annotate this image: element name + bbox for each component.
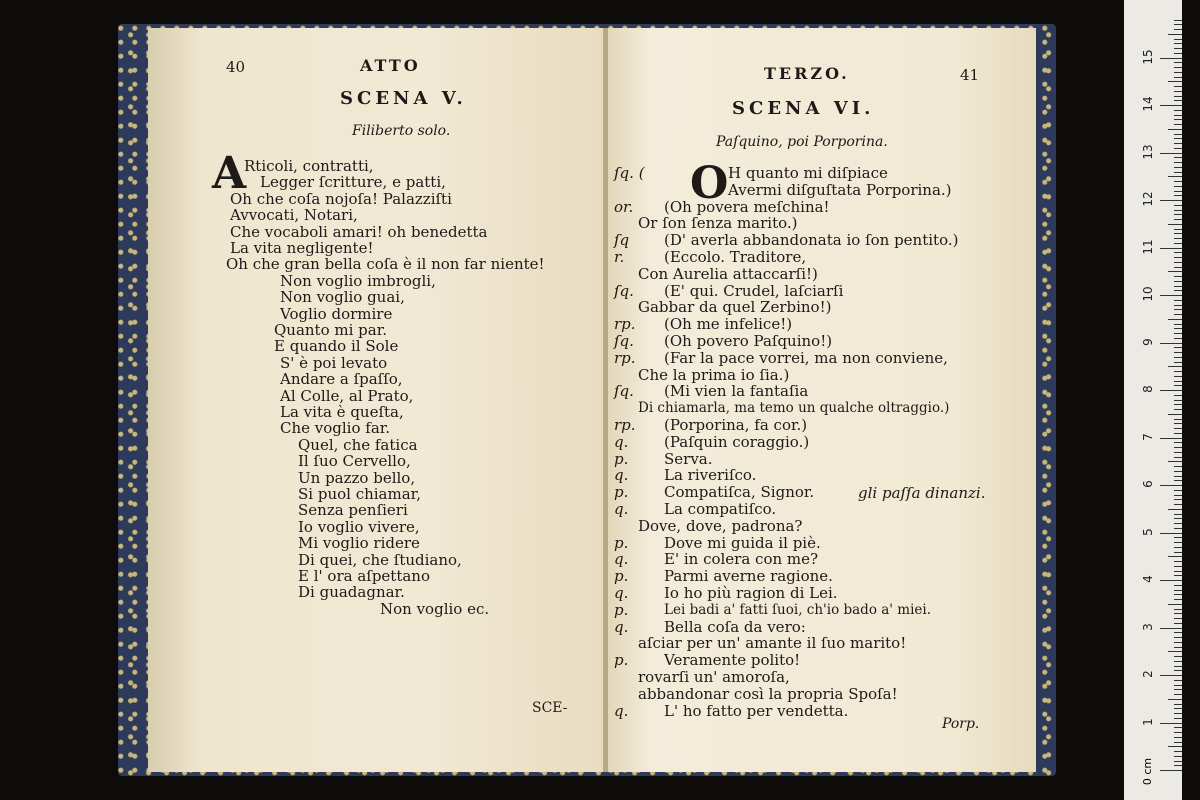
dialogue-text: Che la prima io ſia.) bbox=[638, 365, 790, 384]
verse-line: Oh che coſa nojoſa! Palazziſti bbox=[230, 189, 452, 208]
ruler-tick bbox=[1174, 613, 1182, 614]
ruler-tick bbox=[1174, 91, 1182, 92]
ruler-tick bbox=[1168, 651, 1182, 652]
ruler-tick bbox=[1174, 409, 1182, 410]
ruler-tick bbox=[1174, 381, 1182, 382]
ruler-tick bbox=[1174, 257, 1182, 258]
dialogue-text: Avermi diſguſtata Porporina.) bbox=[728, 180, 952, 199]
ruler-tick bbox=[1174, 347, 1182, 348]
ruler-tick bbox=[1174, 661, 1182, 662]
dialogue-text: Veramente polito! bbox=[664, 651, 801, 670]
ruler-tick bbox=[1174, 338, 1182, 339]
ruler-tick bbox=[1174, 670, 1182, 671]
ruler-tick bbox=[1174, 24, 1182, 25]
ruler-tick bbox=[1174, 53, 1182, 54]
dialogue-text: aſciar per un' amante il ſuo marito! bbox=[638, 634, 907, 653]
ruler-tick bbox=[1174, 594, 1182, 595]
ruler-tick bbox=[1174, 305, 1182, 306]
dialogue-text: La compatiſco. bbox=[664, 500, 777, 518]
dialogue-text: Bella coſa da vero: bbox=[664, 617, 806, 636]
ruler-tick bbox=[1174, 552, 1182, 553]
ruler-tick bbox=[1160, 295, 1182, 296]
ruler-tick bbox=[1174, 514, 1182, 515]
ruler-tick bbox=[1160, 723, 1182, 724]
ruler-tick bbox=[1174, 134, 1182, 135]
ruler-tick bbox=[1174, 86, 1182, 87]
ruler-tick bbox=[1174, 685, 1182, 686]
ruler-tick bbox=[1160, 485, 1182, 486]
ruler-tick bbox=[1174, 243, 1182, 244]
verse-line: Avvocati, Notari, bbox=[230, 206, 358, 225]
ruler-tick bbox=[1174, 457, 1182, 458]
ruler-tick bbox=[1174, 433, 1182, 434]
ruler-tick bbox=[1174, 666, 1182, 667]
ruler-tick bbox=[1174, 637, 1182, 638]
ruler-tick bbox=[1174, 423, 1182, 424]
verse-line: Quel, che fatica bbox=[298, 435, 418, 454]
speaker-abbrev: p. bbox=[614, 483, 629, 502]
ruler-tick bbox=[1174, 419, 1182, 420]
speaker-abbrev: rp. bbox=[614, 315, 636, 334]
ruler-tick bbox=[1168, 224, 1182, 225]
ruler-tick bbox=[1168, 604, 1182, 605]
ruler-tick bbox=[1174, 172, 1182, 173]
ruler-tick bbox=[1174, 110, 1182, 111]
dialogue-text: (Porporina, fa cor.) bbox=[664, 416, 808, 434]
page-number: 41 bbox=[960, 66, 980, 84]
running-head: ATTO bbox=[360, 56, 421, 75]
ruler-tick bbox=[1174, 599, 1182, 600]
speaker-abbrev: q. bbox=[614, 550, 629, 569]
dialogue-text: (Paſquin coraggio.) bbox=[664, 432, 810, 451]
ruler-tick bbox=[1174, 314, 1182, 315]
ruler-tick bbox=[1174, 115, 1182, 116]
speaker-abbrev: q. bbox=[614, 432, 629, 451]
scene-title: SCENA V. bbox=[340, 88, 467, 109]
dialogue-text: Serva. bbox=[664, 449, 713, 468]
ruler-tick bbox=[1168, 176, 1182, 177]
verse-line: Non voglio ec. bbox=[380, 599, 490, 618]
ruler-tick bbox=[1174, 490, 1182, 491]
ruler-tick bbox=[1174, 575, 1182, 576]
ruler-tick bbox=[1160, 770, 1182, 771]
ruler-tick bbox=[1174, 43, 1182, 44]
ruler-tick bbox=[1160, 628, 1182, 629]
ruler-tick bbox=[1174, 181, 1182, 182]
measuring-ruler bbox=[1124, 0, 1182, 800]
ruler-tick bbox=[1174, 119, 1182, 120]
ruler-tick bbox=[1174, 737, 1182, 738]
ruler-tick bbox=[1174, 404, 1182, 405]
ruler-tick bbox=[1174, 210, 1182, 211]
ruler-tick bbox=[1174, 219, 1182, 220]
ruler-tick bbox=[1168, 509, 1182, 510]
speaker-abbrev: p. bbox=[614, 533, 629, 552]
ruler-tick bbox=[1168, 319, 1182, 320]
ruler-tick bbox=[1160, 390, 1182, 391]
ruler-tick bbox=[1174, 623, 1182, 624]
ruler-tick bbox=[1174, 267, 1182, 268]
ruler-tick bbox=[1174, 656, 1182, 657]
ruler-tick bbox=[1174, 566, 1182, 567]
ruler-tick bbox=[1174, 761, 1182, 762]
ruler-tick bbox=[1160, 580, 1182, 581]
ruler-tick bbox=[1168, 746, 1182, 747]
ruler-tick bbox=[1174, 376, 1182, 377]
characters-line: Filiberto solo. bbox=[352, 123, 451, 139]
ruler-number: 5 bbox=[1141, 527, 1155, 536]
verse-line: Che vocaboli amari! oh benedetta bbox=[230, 222, 488, 241]
speaker-abbrev: r. bbox=[614, 248, 625, 266]
ruler-tick bbox=[1160, 343, 1182, 344]
ruler-tick bbox=[1174, 333, 1182, 334]
ruler-tick bbox=[1174, 138, 1182, 139]
ruler-tick bbox=[1174, 447, 1182, 448]
dialogue-text: H quanto mi diſpiace bbox=[728, 164, 888, 182]
ruler-tick bbox=[1174, 718, 1182, 719]
ruler-tick bbox=[1174, 713, 1182, 714]
ruler-tick bbox=[1174, 214, 1182, 215]
ruler-number: 15 bbox=[1141, 48, 1155, 65]
dialogue-text: Io ho più ragion di Lei. bbox=[664, 584, 838, 602]
ruler-tick bbox=[1174, 480, 1182, 481]
verse-line: Voglio dormire bbox=[280, 304, 393, 323]
verse-line: Di quei, che ſtudiano, bbox=[298, 550, 462, 569]
ruler-tick bbox=[1174, 290, 1182, 291]
dialogue-text: Parmi averne ragione. bbox=[664, 567, 833, 586]
ruler-number: 6 bbox=[1141, 480, 1155, 488]
verse-line: Mi voglio ridere bbox=[298, 534, 420, 553]
ruler-tick bbox=[1174, 609, 1182, 610]
dialogue-text: Lei badi a' fatti ſuoi, ch'io bado a' miei. bbox=[664, 601, 932, 618]
ruler-tick bbox=[1160, 675, 1182, 676]
ruler-number: 4 bbox=[1141, 575, 1155, 583]
ruler-tick bbox=[1174, 238, 1182, 239]
ruler-tick bbox=[1174, 732, 1182, 733]
ruler-tick bbox=[1174, 229, 1182, 230]
speaker-abbrev: ſq. bbox=[614, 281, 634, 300]
dialogue-text: rovarſi un' amoroſa, bbox=[638, 668, 790, 686]
ruler-tick bbox=[1174, 286, 1182, 287]
ruler-tick bbox=[1174, 77, 1182, 78]
ruler-tick bbox=[1174, 476, 1182, 477]
ruler-tick bbox=[1174, 324, 1182, 325]
ruler-tick bbox=[1174, 395, 1182, 396]
ruler-tick bbox=[1174, 162, 1182, 163]
dialogue-text: Or ſon ſenza marito.) bbox=[638, 214, 798, 233]
dialogue-text: Gabbar da quel Zerbino!) bbox=[638, 298, 832, 317]
ruler-tick bbox=[1174, 542, 1182, 543]
dialogue-text: (Oh povero Paſquino!) bbox=[664, 332, 833, 350]
verse-line: La vita è queſta, bbox=[280, 403, 404, 421]
ruler-tick bbox=[1174, 100, 1182, 101]
speaker-abbrev: q. bbox=[614, 500, 629, 518]
ruler-number: 10 bbox=[1141, 286, 1155, 302]
dialogue-text: abbandonar così la propria Spoſa! bbox=[638, 684, 898, 703]
ruler-tick bbox=[1174, 195, 1182, 196]
ruler-tick bbox=[1174, 362, 1182, 363]
dialogue-text: Di chiamarla, ma temo un qualche oltraggio.) bbox=[638, 400, 950, 417]
ruler-tick bbox=[1174, 72, 1182, 73]
ruler-tick bbox=[1174, 756, 1182, 757]
ruler-tick bbox=[1174, 300, 1182, 301]
dialogue-text: (Oh povera meſchina! bbox=[664, 197, 830, 216]
ruler-tick bbox=[1174, 727, 1182, 728]
ruler-tick bbox=[1174, 590, 1182, 591]
speaker-abbrev: or. bbox=[614, 197, 634, 216]
ruler-number: 11 bbox=[1141, 238, 1155, 255]
dialogue-text: Con Aurelia attaccarſi!) bbox=[638, 264, 818, 283]
verse-line: Rticoli, contratti, bbox=[244, 157, 374, 175]
ruler-tick bbox=[1174, 537, 1182, 538]
ruler-tick bbox=[1174, 39, 1182, 40]
verse-line: Oh che gran bella coſa è il non far niente! bbox=[226, 255, 545, 274]
dialogue-text: Compatiſca, Signor. bbox=[664, 483, 815, 502]
ruler-tick bbox=[1174, 708, 1182, 709]
verse-line: Non voglio imbrogli, bbox=[280, 271, 436, 290]
dialogue-text: (E' qui. Crudel, laſciarſi bbox=[664, 281, 844, 300]
ruler-tick bbox=[1174, 585, 1182, 586]
speaker-abbrev: ſq bbox=[614, 231, 630, 250]
ruler-tick bbox=[1174, 191, 1182, 192]
ruler-tick bbox=[1174, 632, 1182, 633]
speaker-abbrev: p. bbox=[614, 567, 629, 586]
speaker-abbrev: q. bbox=[614, 466, 629, 485]
ruler-tick bbox=[1174, 124, 1182, 125]
left-page bbox=[148, 28, 606, 772]
verse-line: Si puol chiamar, bbox=[298, 485, 421, 503]
ruler-number: 1 bbox=[1141, 717, 1155, 726]
verse-line: Che voglio far. bbox=[280, 419, 391, 438]
ruler-tick bbox=[1174, 523, 1182, 524]
ruler-number: 2 bbox=[1141, 670, 1155, 678]
speaker-abbrev: p. bbox=[614, 651, 629, 670]
verse-line: Senza penſieri bbox=[298, 501, 408, 520]
ruler-tick bbox=[1168, 461, 1182, 462]
ruler-tick bbox=[1174, 466, 1182, 467]
verse-line: Quanto mi par. bbox=[274, 321, 388, 339]
dialogue-text: (Mi vien la fantaſia bbox=[664, 382, 809, 401]
ruler-number: 7 bbox=[1141, 432, 1155, 441]
ruler-tick bbox=[1174, 428, 1182, 429]
ruler-tick bbox=[1174, 186, 1182, 187]
verse-line: Andare a ſpaſſo, bbox=[280, 370, 403, 389]
dialogue-text: La riveriſco. bbox=[664, 466, 757, 485]
ruler-tick bbox=[1174, 471, 1182, 472]
speaker-abbrev: q. bbox=[614, 584, 629, 602]
dialogue-text: Dove, dove, padrona? bbox=[638, 516, 803, 535]
scene-title: SCENA VI. bbox=[732, 98, 875, 119]
page-number: 40 bbox=[226, 58, 246, 76]
ruler-tick bbox=[1174, 309, 1182, 310]
verse-line: Io voglio vivere, bbox=[298, 517, 420, 536]
ruler-tick bbox=[1174, 680, 1182, 681]
ruler-tick bbox=[1160, 153, 1182, 154]
verse-line: Di guadagnar. bbox=[298, 583, 405, 602]
verse-line: S' è poi levato bbox=[280, 353, 388, 372]
ruler-tick bbox=[1160, 105, 1182, 106]
ruler-tick bbox=[1174, 547, 1182, 548]
ruler-tick bbox=[1160, 438, 1182, 439]
ruler-tick bbox=[1174, 452, 1182, 453]
speaker-abbrev: p. bbox=[614, 600, 629, 619]
ruler-number: 12 bbox=[1141, 191, 1155, 207]
ruler-tick bbox=[1160, 58, 1182, 59]
speaker-abbrev: ſq. bbox=[614, 332, 634, 350]
ruler-tick bbox=[1168, 556, 1182, 557]
ruler-tick bbox=[1174, 96, 1182, 97]
ruler-tick bbox=[1174, 48, 1182, 49]
ruler-tick bbox=[1174, 642, 1182, 643]
verse-line: Al Colle, al Prato, bbox=[280, 386, 414, 405]
running-head: TERZO. bbox=[764, 64, 850, 83]
characters-line: Paſquino, poi Porporina. bbox=[716, 134, 888, 150]
dropcap: O bbox=[690, 158, 729, 209]
ruler-tick bbox=[1174, 694, 1182, 695]
ruler-tick bbox=[1168, 271, 1182, 272]
ruler-tick bbox=[1174, 29, 1182, 30]
dialogue-text: (Far la pace vorrei, ma non conviene, bbox=[664, 348, 948, 367]
ruler-tick bbox=[1174, 400, 1182, 401]
ruler-tick bbox=[1174, 20, 1182, 21]
ruler-tick bbox=[1174, 371, 1182, 372]
ruler-tick bbox=[1174, 765, 1182, 766]
ruler-tick bbox=[1160, 248, 1182, 249]
verse-line: La vita negligente! bbox=[230, 239, 374, 257]
ruler-tick bbox=[1174, 704, 1182, 705]
ruler-tick bbox=[1174, 143, 1182, 144]
verse-line: E quando il Sole bbox=[274, 337, 399, 356]
speaker-abbrev: q. bbox=[614, 617, 629, 636]
speaker-abbrev: p. bbox=[614, 449, 629, 468]
ruler-tick bbox=[1174, 561, 1182, 562]
ruler-tick bbox=[1174, 495, 1182, 496]
ruler-tick bbox=[1174, 751, 1182, 752]
ruler-tick bbox=[1174, 442, 1182, 443]
ruler-tick bbox=[1168, 414, 1182, 415]
ruler-tick bbox=[1174, 518, 1182, 519]
speaker-abbrev: ſq. bbox=[614, 382, 634, 401]
verse-line: Legger ſcritture, e patti, bbox=[260, 173, 446, 192]
ruler-tick bbox=[1174, 352, 1182, 353]
verse-line: Un pazzo bello, bbox=[298, 468, 416, 487]
ruler-tick bbox=[1168, 366, 1182, 367]
ruler-tick bbox=[1174, 385, 1182, 386]
ruler-tick bbox=[1174, 328, 1182, 329]
ruler-number: 13 bbox=[1141, 143, 1155, 160]
speaker-abbrev: q. bbox=[614, 701, 629, 720]
catchword: SCE- bbox=[532, 700, 568, 716]
ruler-number: 3 bbox=[1141, 622, 1155, 631]
right-page bbox=[608, 28, 1036, 772]
ruler-tick bbox=[1174, 157, 1182, 158]
ruler-tick bbox=[1174, 571, 1182, 572]
ruler-tick bbox=[1174, 205, 1182, 206]
dialogue-text: (Oh me infelice!) bbox=[664, 315, 793, 334]
ruler-tick bbox=[1168, 81, 1182, 82]
speaker-abbrev: rp. bbox=[614, 416, 636, 434]
ruler-tick bbox=[1174, 62, 1182, 63]
ruler-tick bbox=[1174, 647, 1182, 648]
ruler-number: 14 bbox=[1141, 96, 1155, 112]
ruler-tick bbox=[1174, 148, 1182, 149]
ruler-number: 8 bbox=[1141, 385, 1155, 393]
ruler-tick bbox=[1174, 262, 1182, 263]
ruler-tick bbox=[1160, 533, 1182, 534]
dialogue-text: Dove mi guida il piè. bbox=[664, 533, 821, 552]
ruler-tick bbox=[1174, 689, 1182, 690]
ruler-tick bbox=[1174, 528, 1182, 529]
ruler-tick bbox=[1174, 504, 1182, 505]
catchword: Porp. bbox=[942, 716, 980, 732]
ruler-tick bbox=[1174, 167, 1182, 168]
dropcap: A bbox=[212, 148, 247, 199]
ruler-tick bbox=[1174, 281, 1182, 282]
stage-direction: gli paſſa dinanzi. bbox=[858, 484, 986, 502]
ruler-tick bbox=[1168, 129, 1182, 130]
ruler-tick bbox=[1174, 499, 1182, 500]
ruler-tick bbox=[1174, 252, 1182, 253]
verse-line: Non voglio guai, bbox=[280, 288, 405, 307]
ruler-tick bbox=[1174, 357, 1182, 358]
ruler-number: 9 bbox=[1141, 337, 1155, 346]
speaker-abbrev: rp. bbox=[614, 348, 636, 367]
dialogue-text: E' in colera con me? bbox=[664, 550, 819, 569]
ruler-tick bbox=[1160, 200, 1182, 201]
ruler-tick bbox=[1174, 276, 1182, 277]
ruler-number: 0 cm bbox=[1141, 757, 1155, 786]
verse-line: E l' ora aſpettano bbox=[298, 567, 430, 585]
ruler-tick bbox=[1174, 742, 1182, 743]
dialogue-text: (Eccolo. Traditore, bbox=[664, 248, 807, 266]
ruler-tick bbox=[1174, 233, 1182, 234]
ruler-tick bbox=[1174, 618, 1182, 619]
dialogue-text: L' ho fatto per vendetta. bbox=[664, 701, 849, 720]
dialogue-text: (D' averla abbandonata io ſon pentito.) bbox=[664, 231, 959, 250]
ruler-tick bbox=[1168, 699, 1182, 700]
ruler-tick bbox=[1174, 67, 1182, 68]
ruler-tick bbox=[1168, 34, 1182, 35]
speaker-abbrev: ſq. ( bbox=[614, 164, 645, 182]
verse-line: Il ſuo Cervello, bbox=[298, 452, 411, 471]
